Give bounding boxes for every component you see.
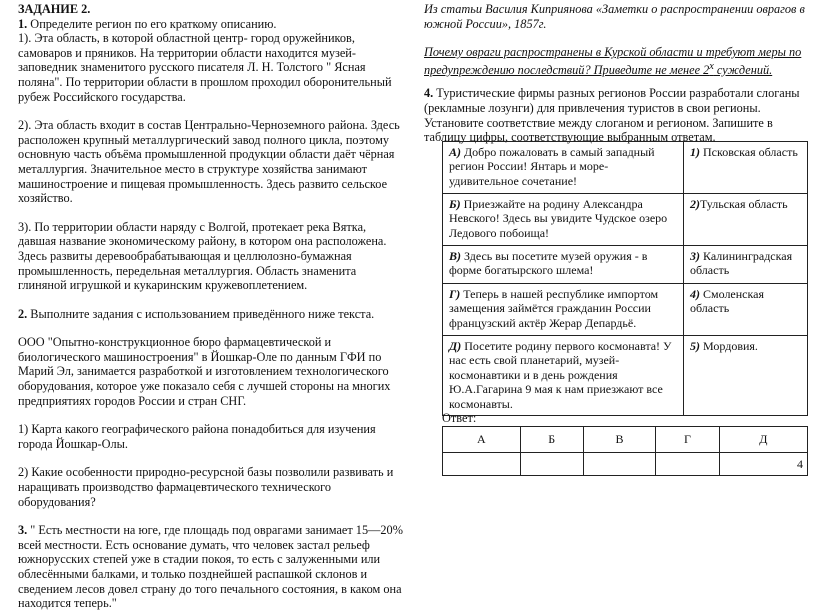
region-name: Калининградская область [690,249,793,278]
region-number: 2) [690,197,700,211]
slogan-letter: А) [449,145,461,159]
question-1-text: Определите регион по его краткому описанию. [27,16,277,31]
slogan-matching-table [442,141,808,416]
slogan-cell [443,336,684,416]
answer-cell[interactable] [656,453,720,476]
slogan-text: Приезжайте на родину Александра Невского! Здесь вы увидите Чудское озеро Ледового побоища! [449,197,668,240]
table-row [443,142,808,194]
answer-header: В [583,427,655,453]
ravine-question-end: суждений. [713,62,773,77]
ravine-question [424,45,809,77]
slogan-letter: Б) [449,197,461,211]
answer-header: А [443,427,521,453]
ravine-question-text: Почему овраги распространены в Курской области и требуют меры по предупреждению последствий? Приведите не менее 2 [424,45,802,77]
question-2-number: 2. [18,306,28,321]
slogan-cell [443,142,684,194]
question-1-number: 1. [18,16,28,31]
question-3-number: 3. [18,523,28,538]
region-name: Мордовия. [700,339,758,353]
region-description-2: 2). Эта область входит в состав Центрально-Черноземного района. Здесь расположен крупный металлургический завод полного цикла, поэтому основную часть объёма промышленной продукции области даёт чёрная металлургия. Значительное место в структуре хозяйства занимают машиностроение и пищевая промышленность. Здесь развито сельское хозяйство. [18,118,400,206]
table-row [443,336,808,416]
question-3 [18,523,403,611]
slogan-text: Здесь вы посетите музей оружия - в форме богатырского шлема! [449,249,648,278]
region-description-1: 1). Эта область, в которой областной центр- город оружейников, самоваров и пряников. На территории области находится музей-заповедник знаменитого русского писателя Л. Н. Толстого " Ясная поляна". По территории области в прошлом проходил оборонительный рубеж Российского государства. [18,31,392,104]
answer-label: Ответ: [442,411,477,425]
region-name: Тульская область [700,197,788,211]
ooo-text: ООО "Опытно-конструкционное бюро фармацевтической и биологического машиностроения" в Йошкар-Оле по данным ГФИ по Марий Эл, занимается разработкой и изготовлением технологического оборудования, которое уже показало себя с лучшей стороны на многих предприятиях городов России и стран СНГ. [18,335,391,408]
answer-header: Г [656,427,720,453]
slogan-text: Теперь в нашей республике импортом замещения займётся гражданин России французский актёр Жерар Депардьё. [449,287,659,330]
slogan-cell [443,194,684,246]
region-cell [684,246,808,284]
region-number: 5) [690,339,700,353]
slogan-cell [443,246,684,284]
answer-cell[interactable]: 4 [719,453,807,476]
answer-header: Б [520,427,583,453]
slogan-letter: В) [449,249,461,263]
answer-cell[interactable] [583,453,655,476]
region-cell [684,336,808,416]
question-4-text: Туристические фирмы разных регионов России разработали слоганы (рекламные лозунги) для привлечения туристов в свои регионы. Установите соответствие между слоганом и регионом. Запишите в таблицу цифры, соответствующие выбранным ответам. [424,86,800,145]
answer-header-row [443,427,808,453]
answer-cell[interactable] [520,453,583,476]
region-cell [684,142,808,194]
question-4-number: 4. [424,86,434,101]
task-title: ЗАДАНИЕ 2. [18,2,91,16]
task2-column [18,2,403,611]
region-cell [684,284,808,336]
table-row [443,246,808,284]
answer-cell[interactable] [443,453,521,476]
answer-value-row [443,453,808,476]
slogan-text: Добро пожаловать в самый западный регион России! Янтарь и море- удивительное сочетание! [449,145,655,188]
slogan-letter: Г) [449,287,461,301]
answer-table [442,426,808,476]
table-row [443,284,808,336]
question-1 [18,17,403,32]
question-4 [424,86,809,144]
region-name: Псковская область [700,145,798,159]
question-2-text: Выполните задания с использованием приведённого ниже текста. [27,306,375,321]
slogan-text: Посетите родину первого космонавта! У нас есть свой планетарий, музей- космонавтики и в день рождения Ю.А.Гагарина 9 мая к нам приезжают все космонавты. [449,339,672,411]
region-description-3: 3). По территории области наряду с Волгой, протекает река Вятка, давшая название экономическому району, в котором она расположена. Здесь развиты деревообрабатывающая и целлюлозно-бумажная промышленность, передельная металлургия. Область знаменита глиняной игрушкой и кукаринским кружевоплетением. [18,219,387,293]
slogan-letter: Д) [449,339,462,353]
slogan-cell [443,284,684,336]
source-citation: Из статьи Василия Киприянова «Заметки о распространении оврагов в южной России», 1857г. [424,2,805,31]
table-row [443,194,808,246]
task4-column [424,2,809,145]
ravine-question-sup: х [709,60,714,72]
answer-header: Д [719,427,807,453]
question-2 [18,307,403,322]
region-number: 1) [690,145,700,159]
sub-question-2: 2) Какие особенности природно-ресурсной базы позволили развивать и наращивать производство фармацевтического технического оборудования? [18,465,394,509]
sub-question-1: 1) Карта какого географического района понадобиться для изучения города Йошкар-Олы. [18,422,376,451]
region-number: 3) [690,249,700,263]
question-3-text: " Есть местности на юге, где площадь под оврагами занимает 15—20% всей местности. Есть основание думать, что человек застал рельеф южнорусских степей уже в стадии покоя, то есть с залуженными или облесёнными балками, и только позднейшей распашкой склонов и сведением лесов довел страну до того печального состояния, в каком она находится теперь." [18,523,403,611]
region-cell [684,194,808,246]
region-number: 4) [690,287,700,301]
region-name: Смоленская область [690,287,764,316]
